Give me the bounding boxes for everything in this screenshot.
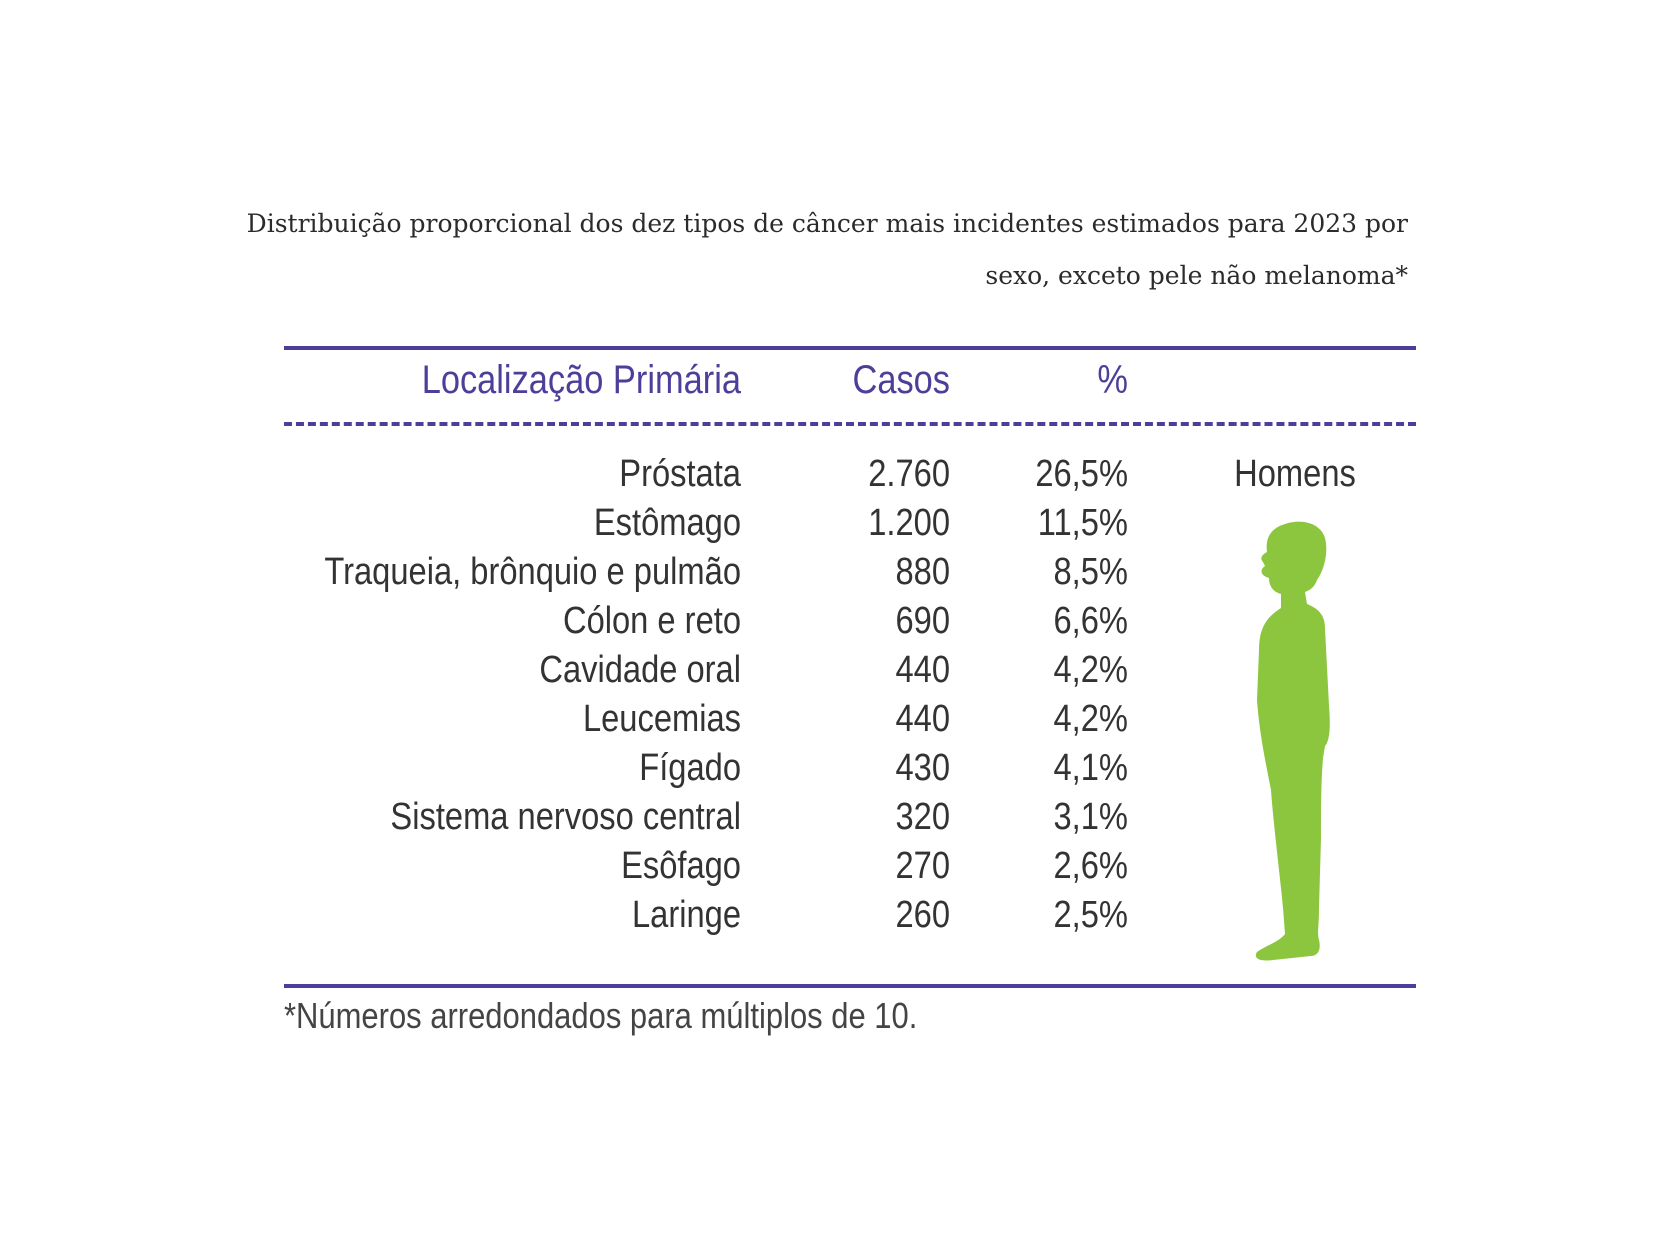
row-location: Próstata [619, 453, 741, 495]
row-location: Cavidade oral [539, 649, 741, 691]
table-row [0, 793, 1654, 842]
row-cases: 1.200 [868, 502, 950, 544]
row-location: Laringe [631, 894, 741, 936]
header-percent: % [1097, 358, 1128, 402]
bottom-rule [284, 984, 1416, 988]
table-row [0, 744, 1654, 793]
row-cases: 320 [895, 796, 950, 838]
row-cases: 270 [895, 845, 950, 887]
row-cases: 260 [895, 894, 950, 936]
table-row [0, 695, 1654, 744]
male-silhouette-icon [1245, 520, 1355, 965]
row-cases: 430 [895, 747, 950, 789]
table-row [0, 548, 1654, 597]
row-percent: 26,5% [1035, 453, 1128, 495]
caption-line-2: sexo, exceto pele não melanoma* [985, 261, 1408, 290]
table-row [0, 842, 1654, 891]
table-body [0, 450, 1654, 940]
row-percent: 2,6% [1053, 845, 1128, 887]
row-location: Esôfago [621, 845, 741, 887]
table-row [0, 891, 1654, 940]
table-row [0, 646, 1654, 695]
top-rule [284, 346, 1416, 350]
header-location: Localização Primária [421, 358, 741, 402]
row-percent: 2,5% [1053, 894, 1128, 936]
footnote: *Números arredondados para múltiplos de 10. [284, 995, 918, 1036]
table-row [0, 499, 1654, 548]
row-percent: 4,1% [1053, 747, 1128, 789]
table-row [0, 450, 1654, 499]
row-location: Fígado [639, 747, 741, 789]
row-percent: 4,2% [1053, 698, 1128, 740]
header-dashed-divider [284, 422, 1416, 426]
row-location: Cólon e reto [562, 600, 741, 642]
table-caption [244, 198, 1408, 302]
row-percent: 3,1% [1053, 796, 1128, 838]
row-cases: 440 [895, 698, 950, 740]
caption-line-1: Distribuição proporcional dos dez tipos de câncer mais incidentes estimados para 2023 por [246, 209, 1408, 238]
row-location: Sistema nervoso central [390, 796, 741, 838]
row-cases: 2.760 [868, 453, 950, 495]
row-cases: 690 [895, 600, 950, 642]
row-location: Leucemias [582, 698, 741, 740]
row-percent: 6,6% [1053, 600, 1128, 642]
row-location: Traqueia, brônquio e pulmão [324, 551, 741, 593]
row-percent: 11,5% [1037, 502, 1128, 544]
sex-label: Homens [1234, 453, 1356, 495]
row-percent: 4,2% [1053, 649, 1128, 691]
row-percent: 8,5% [1053, 551, 1128, 593]
row-cases: 880 [895, 551, 950, 593]
table-row [0, 597, 1654, 646]
header-cases: Casos [852, 358, 950, 402]
row-location: Estômago [593, 502, 741, 544]
row-cases: 440 [895, 649, 950, 691]
